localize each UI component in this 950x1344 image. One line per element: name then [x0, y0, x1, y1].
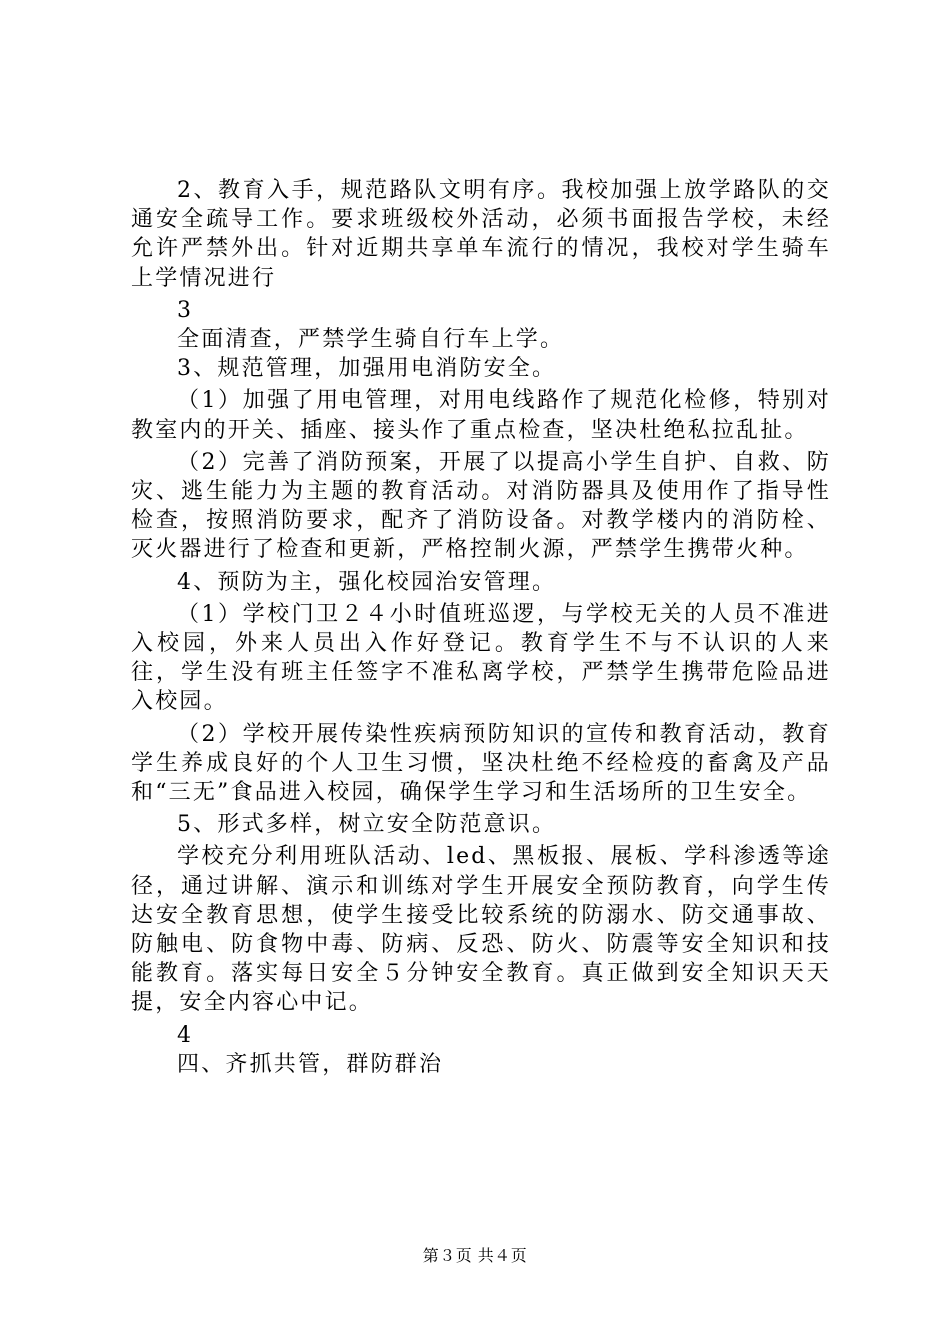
heading-campus-security: 4、预防为主，强化校园治安管理。 [177, 569, 557, 595]
paragraph-disease-prevention: （2）学校开展传染性疾病预防知识的宣传和教育活动，教育学生养成良好的个人卫生习惯，坚决杜绝不经检疫的畜禽及产品和“三无”食品进入校园，确保学生学习和生活场所的卫生安全。 [131, 721, 831, 806]
heading-joint-management: 四、齐抓共管，群防群治 [177, 1051, 444, 1077]
heading-safety-awareness: 5、形式多样，树立安全防范意识。 [177, 812, 557, 838]
inline-page-number: 3 [177, 297, 193, 323]
heading-electrical-fire-safety: 3、规范管理，加强用电消防安全。 [177, 356, 557, 382]
document-body [131, 176, 831, 1079]
inline-page-number: 4 [177, 1022, 193, 1048]
paragraph-electrical-management: （1）加强了用电管理，对用电线路作了规范化检修，特别对教室内的开关、插座、接头作了重点检查，坚决杜绝私拉乱扯。 [131, 388, 831, 443]
paragraph-bicycle-check: 全面清查，严禁学生骑自行车上学。 [177, 327, 565, 353]
paragraph-gate-guard: （1）学校门卫２４小时值班巡逻，与学校无关的人员不准进入校园，外来人员出入作好登记。教育学生不与不认识的人来往，学生没有班主任签字不准私离学校，严禁学生携带危险品进入校园。 [131, 601, 831, 715]
paragraph-safety-education: 学校充分利用班队活动、led、黑板报、展板、学科渗透等途径，通过讲解、演示和训练对学生开展安全预防教育，向学生传达安全教育思想，使学生接受比较系统的防溺水、防交通事故、防触电、防食物中毒、防病、反恐、防火、防震等安全知识和技能教育。落实每日安全５分钟安全教育。真正做到安全知识天天提，安全内容心中记。 [131, 844, 831, 1016]
paragraph-fire-plan: （2）完善了消防预案，开展了以提高小学生自护、自救、防灾、逃生能力为主题的教育活动。对消防器具及使用作了指导性检查，按照消防要求，配齐了消防设备。对教学楼内的消防栓、灭火器进行了检查和更新，严格控制火源，严禁学生携带火种。 [131, 449, 831, 563]
paragraph-road-team: 2、教育入手，规范路队文明有序。我校加强上放学路队的交通安全疏导工作。要求班级校外活动，必须书面报告学校，未经允许严禁外出。针对近期共享单车流行的情况，我校对学生骑车上学情况进行 [131, 178, 831, 291]
page-footer: 第３页 共４页 [422, 1246, 528, 1265]
